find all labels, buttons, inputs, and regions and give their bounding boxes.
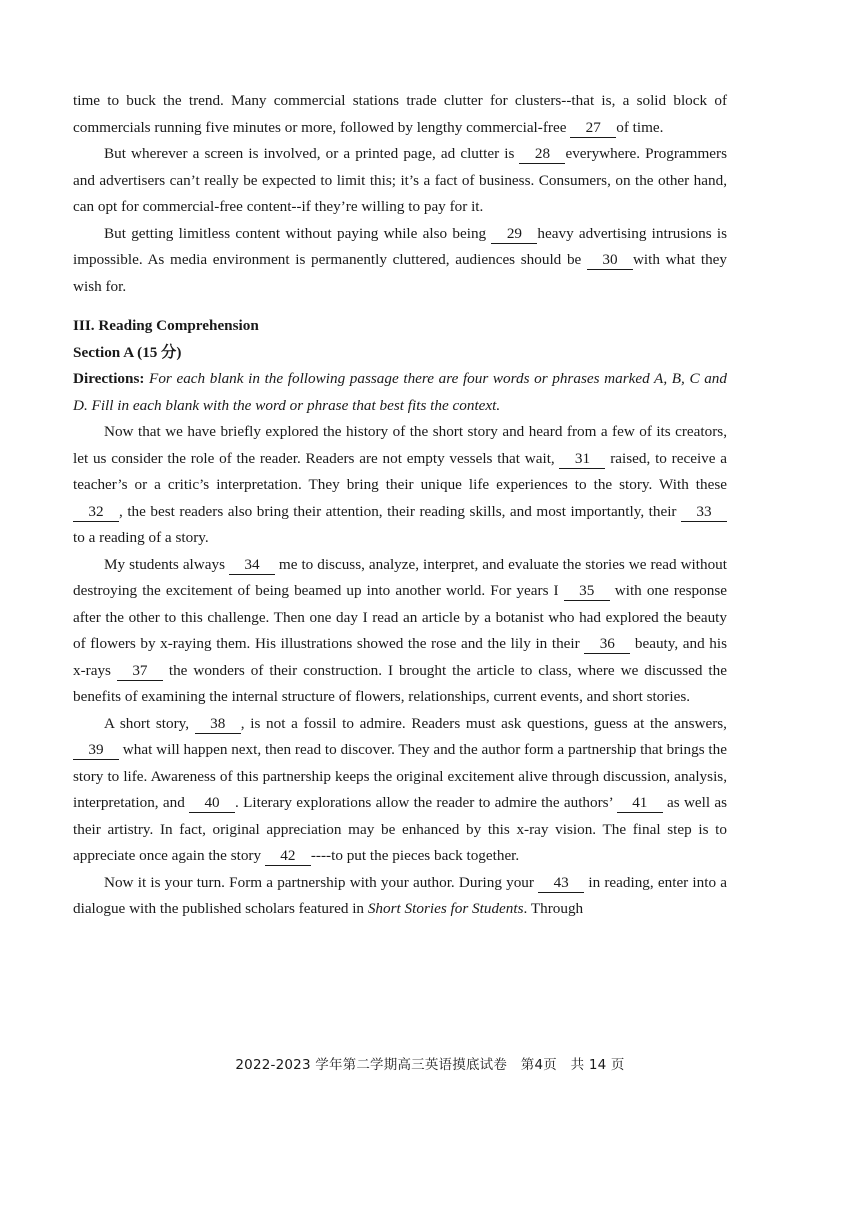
spacer [73,300,727,312]
text-segment: , the best readers also bring their attention, their reading skills, and most importantly, their [119,502,681,520]
text-segment: ----to put the pieces back together. [310,847,520,864]
blank-43: 43 [538,874,584,893]
directions-text: For each blank in the following passage there are four words or phrases marked A, B, C and D. Fill in each blank with the word or phrase that best fits the context. [73,370,727,414]
blank-39: 39 [73,741,119,760]
book-title: Short Stories for Students [367,900,524,917]
directions [73,366,727,419]
blank-34: 34 [229,556,275,575]
text-segment: me to discuss, analyze, interpret, and evaluate the stories we read without destroying the excitement of being beamed up into another world. For years I [73,555,727,599]
passage-paragraph [73,711,727,870]
section-heading: III. Reading Comprehension [73,317,259,334]
text-segment: My students always [104,555,229,573]
text-segment: to a reading of a story. [73,529,209,546]
blank-40: 40 [189,794,235,813]
text-segment: , is not a fossil to admire. Readers must ask questions, guess at the answers, [240,714,727,732]
blank-35: 35 [564,582,610,601]
text-segment: Now that we have briefly explored the history of the short story and heard from a few of its creators, let us consider the role of the reader. Readers are not empty vessels that wait, [73,423,727,467]
blank-32: 32 [73,503,119,522]
text-segment: But getting limitless content without paying while also being [104,224,492,242]
text-segment: Now it is your turn. Form a partnership with your author. During your [104,873,539,891]
blank-42: 42 [265,847,311,866]
text-segment: everywhere. Programmers and advertisers can’t really be expected to limit this; it’s a fact of business. Consumers, on the other hand, can opt for commercial-free content--if they’re willing to pay for it. [73,145,728,215]
blank-29: 29 [491,225,537,244]
passage-paragraph [73,141,727,221]
blank-36: 36 [584,635,630,654]
passage-paragraph [73,552,727,711]
page-footer: 2022-2023 学年第二学期高三英语摸底试卷 第4页 共 14 页 [235,1057,625,1073]
text-segment: the wonders of their construction. I brought the article to class, where we discussed the benefits of examining the internal structure of flowers, relationships, current events, and short stories. [73,661,727,705]
text-segment: as well as their artistry. In fact, original appreciation may be enhanced by this x-ray vision. The final step is to appreciate once again the story [73,794,727,864]
text-segment: heavy advertising intrusions is impossible. As media environment is permanently cluttered, audiences should be [73,224,727,268]
exam-page-content [73,88,727,923]
passage-paragraph [73,221,727,301]
text-segment: A short story, [104,714,195,732]
blank-38: 38 [195,715,241,734]
passage-paragraph [73,870,727,923]
blank-28: 28 [519,145,565,164]
blank-31: 31 [559,450,605,469]
directions-label: Directions: [73,370,145,387]
text-segment: beauty, and his x-rays [73,635,727,679]
text-segment: . Through [523,900,584,917]
text-segment: of time. [616,118,664,136]
passage-paragraph [73,419,727,552]
text-segment: time to buck the trend. Many commercial stations trade clutter for clusters--that is, a solid block of commercials running five minutes or more, followed by lengthy commercial-free [73,92,727,136]
blank-41: 41 [617,794,663,813]
text-segment: with what they wish for. [73,251,727,295]
blank-37: 37 [117,662,163,681]
text-segment: . Literary explorations allow the reader to admire the authors’ [235,794,617,811]
text-segment: in reading, enter into a dialogue with the published scholars featured in [73,873,727,917]
blank-27: 27 [570,119,616,138]
text-segment: raised, to receive a teacher’s or a critic’s interpretation. They bring their unique life experiences to the story. With these [73,449,728,493]
text-segment: what will happen next, then read to discover. They and the author form a partnership that brings the story to life. Awareness of this partnership keeps the original excitement alive through discussion, analysis, interpretation, and [73,741,727,811]
blank-33: 33 [681,503,727,522]
text-segment: with one response after the other to this challenge. Then one day I read an article by a botanist who had explored the beauty of flowers by x-raying them. His illustrations showed the rose and the lily in their [73,582,727,652]
passage-continuation-paragraph [73,88,727,141]
text-segment: But wherever a screen is involved, or a printed page, ad clutter is [104,145,520,162]
section-sub-heading: Section A (15 分) [73,344,182,361]
blank-30: 30 [587,251,633,270]
